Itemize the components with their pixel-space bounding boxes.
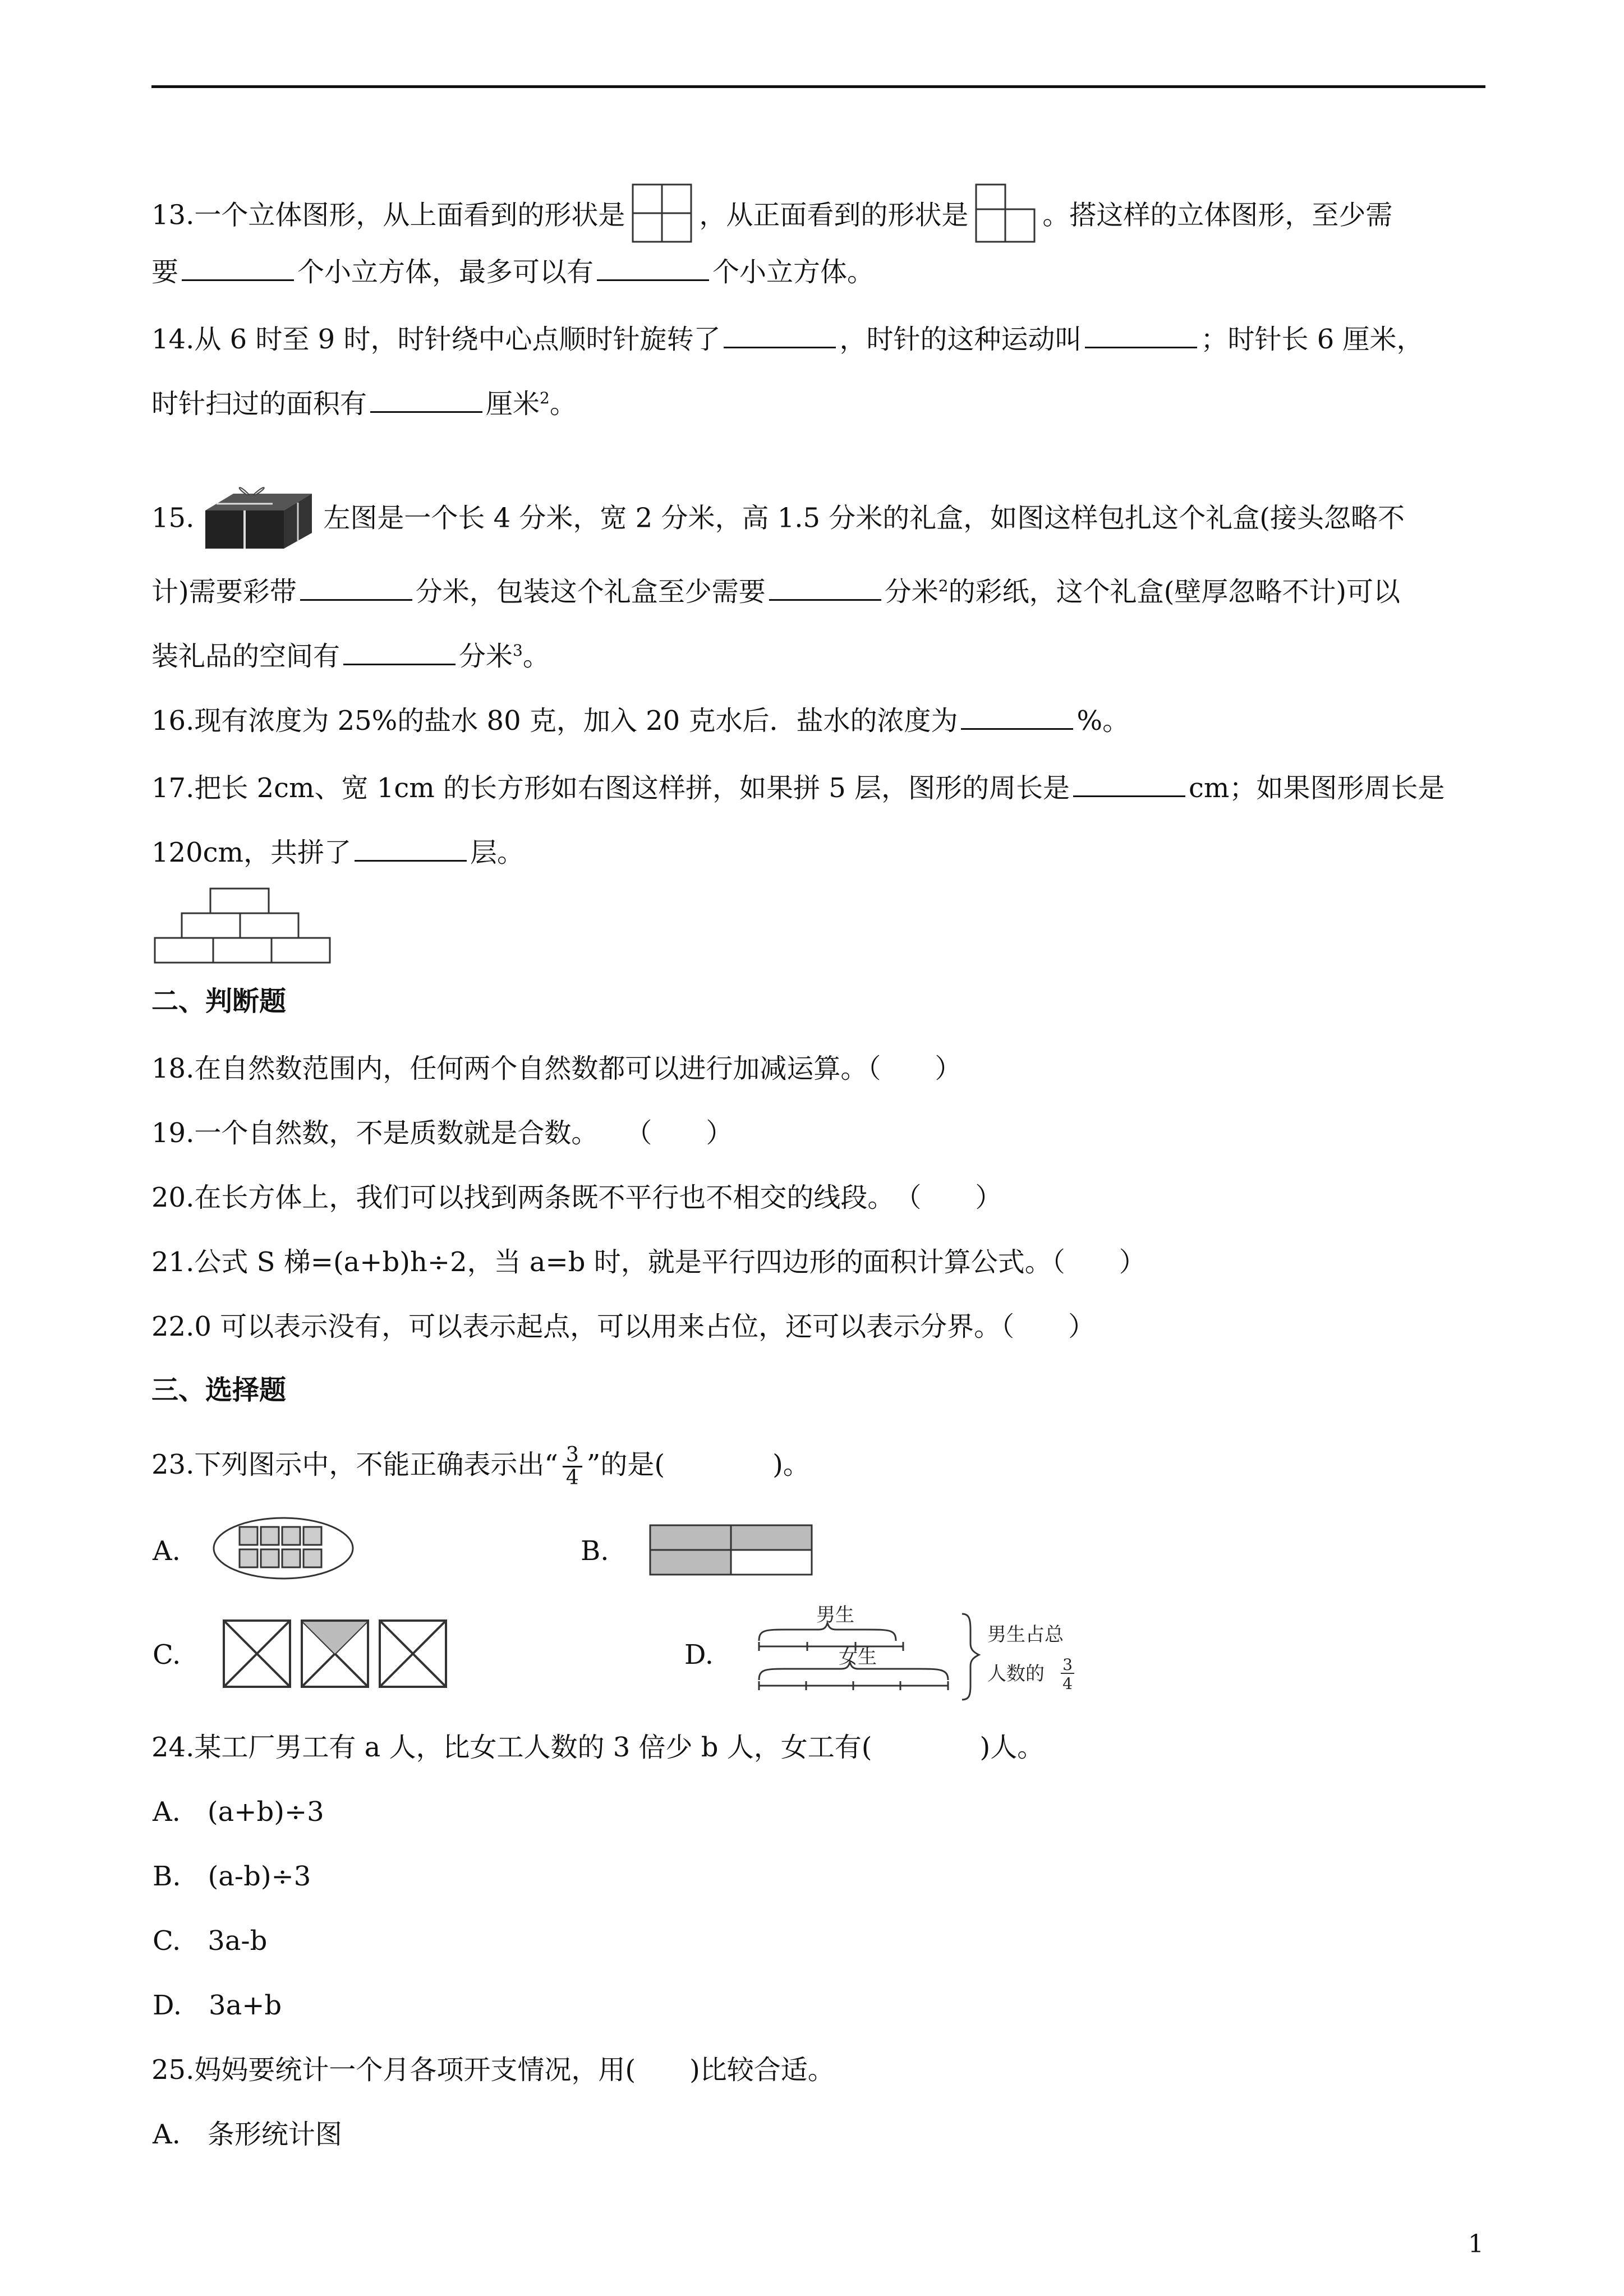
q13-text-c: 。搭这样的立体图形，至少需 [1042, 199, 1393, 231]
answer-blank[interactable] [300, 577, 412, 601]
option-c-crossed-squares-figure [222, 1618, 452, 1694]
q13-text-d: 要 [151, 256, 179, 288]
q16-text-a: 16.现有浓度为 25%的盐水 80 克，加入 20 克水后．盐水的浓度为 [151, 705, 958, 737]
question-15-line-3 [151, 639, 550, 673]
q13-text-b: ，从正面看到的形状是 [699, 199, 969, 231]
answer-blank[interactable] [961, 706, 1073, 730]
top-view-figure [631, 182, 693, 252]
girls-label: 女生 [839, 1646, 877, 1668]
diagram-fraction-numerator: 3 [1062, 1655, 1073, 1674]
section-heading-judge: 二、判断题 [151, 986, 287, 1017]
q13-text-e: 个小立方体，最多可以有 [297, 256, 594, 288]
answer-blank[interactable] [182, 257, 294, 281]
gift-box-figure [200, 482, 318, 558]
q14-text-c: ；时针长 6 厘米， [1200, 324, 1424, 355]
question-15-line-2 [151, 575, 1400, 609]
q17-text-a: 17.把长 2cm、宽 1cm 的长方形如右图这样拼，如果拼 5 层，图形的周长是 [151, 772, 1070, 804]
header-rule [151, 85, 1485, 88]
q15-text-b: 计)需要彩带 [151, 576, 297, 608]
q15-number: 15. [151, 502, 195, 534]
option-a-oval-squares-figure [210, 1515, 356, 1584]
answer-blank[interactable] [355, 838, 467, 862]
question-17-line-2 [151, 836, 524, 869]
q14-text-e: 厘米 [486, 388, 540, 420]
fraction-denominator: 4 [565, 1466, 579, 1489]
option-b-rectangle-figure [648, 1523, 816, 1581]
diagram-note-line-1: 男生占总 [987, 1623, 1064, 1646]
question-22: 22.0 可以表示没有，可以表示起点，可以用来占位，还可以表示分界。（ ） [151, 1311, 1096, 1342]
question-14-line-2 [151, 387, 577, 421]
superscript: 2 [938, 577, 949, 595]
question-19: 19.一个自然数，不是质数就是合数。 （ ） [151, 1117, 733, 1149]
option-a[interactable]: A. (a+b)÷3 [153, 1796, 324, 1828]
answer-blank[interactable] [343, 641, 456, 665]
answer-blank[interactable] [1085, 324, 1197, 348]
question-18: 18.在自然数范围内，任何两个自然数都可以进行加减运算。（ ） [151, 1053, 962, 1084]
question-20: 20.在长方体上，我们可以找到两条既不平行也不相交的线段。 （ ） [151, 1182, 1002, 1213]
q23-text-a: 23.下列图示中，不能正确表示出“ [151, 1449, 558, 1480]
section-heading-choice: 三、选择题 [151, 1374, 287, 1406]
q15-text-e: 的彩纸，这个礼盒(壁厚忽略不计)可以 [948, 576, 1401, 608]
q13-text-f: 个小立方体。 [712, 256, 875, 288]
answer-blank[interactable] [724, 324, 836, 348]
question-23 [151, 1444, 810, 1489]
q15-text-h: 。 [522, 641, 550, 672]
fraction-numerator: 3 [563, 1444, 582, 1467]
q14-text-f: 。 [549, 388, 577, 420]
boys-label: 男生 [816, 1604, 854, 1626]
question-15-line-1 [151, 482, 1405, 558]
q14-text-a: 14.从 6 时至 9 时，时针绕中心点顺时针旋转了 [151, 324, 721, 355]
option-d-bar-diagram-figure [755, 1602, 1114, 1710]
question-17-line-1 [151, 771, 1444, 805]
question-13-line-1 [151, 182, 1392, 252]
option-a[interactable]: A. 条形统计图 [153, 2119, 342, 2150]
q23-text-b: ”的是( )。 [586, 1449, 810, 1480]
diagram-fraction-denominator: 4 [1062, 1674, 1073, 1693]
option-a-label[interactable]: A. [153, 1535, 181, 1567]
option-b-label[interactable]: B. [581, 1535, 609, 1567]
answer-blank[interactable] [597, 257, 709, 281]
q14-text-b: ，时针的这种运动叫 [839, 324, 1082, 355]
diagram-note-line-2: 人数的 [987, 1663, 1045, 1685]
q17-text-c: 120cm，共拼了 [151, 837, 352, 868]
question-21: 21.公式 S 梯=(a+b)h÷2，当 a=b 时，就是平行四边形的面积计算公式。（ ） [151, 1246, 1146, 1278]
question-13-line-2 [151, 255, 874, 289]
answer-blank[interactable] [1073, 773, 1185, 797]
option-b[interactable]: B. (a-b)÷3 [153, 1861, 311, 1892]
question-16 [151, 704, 1129, 738]
q14-text-d: 时针扫过的面积有 [151, 388, 367, 420]
q13-text-a: 13.一个立体图形，从上面看到的形状是 [151, 199, 625, 231]
q15-text-a: 左图是一个长 4 分米，宽 2 分米，高 1.5 分米的礼盒，如图这样包扎这个礼盒(接头忽略不 [323, 502, 1405, 534]
answer-blank[interactable] [769, 577, 881, 601]
question-24: 24.某工厂男工有 a 人，比女工人数的 3 倍少 b 人，女工有( )人。 [151, 1732, 1045, 1763]
option-d[interactable]: D. 3a+b [153, 1990, 282, 2021]
superscript: 3 [513, 641, 523, 660]
option-c-label[interactable]: C. [153, 1639, 181, 1671]
q17-text-d: 层。 [470, 837, 525, 868]
page-number: 1 [1468, 2230, 1484, 2258]
option-c[interactable]: C. 3a-b [153, 1925, 268, 1957]
q15-text-d: 分米 [884, 576, 938, 608]
q15-text-c: 分米，包装这个礼盒至少需要 [415, 576, 766, 608]
q15-text-f: 装礼品的空间有 [151, 641, 341, 672]
rectangle-stack-figure [153, 886, 332, 967]
q16-text-b: %。 [1076, 705, 1130, 737]
answer-blank[interactable] [370, 389, 482, 413]
q17-text-b: cm；如果图形周长是 [1189, 772, 1445, 804]
question-14-line-1 [151, 323, 1424, 356]
option-d-label[interactable]: D. [684, 1639, 714, 1671]
superscript: 2 [540, 389, 550, 407]
q15-text-g: 分米 [459, 641, 513, 672]
fraction-three-quarters [563, 1444, 582, 1489]
front-view-figure [974, 182, 1037, 252]
question-25: 25.妈妈要统计一个月各项开支情况，用( )比较合适。 [151, 2054, 835, 2086]
